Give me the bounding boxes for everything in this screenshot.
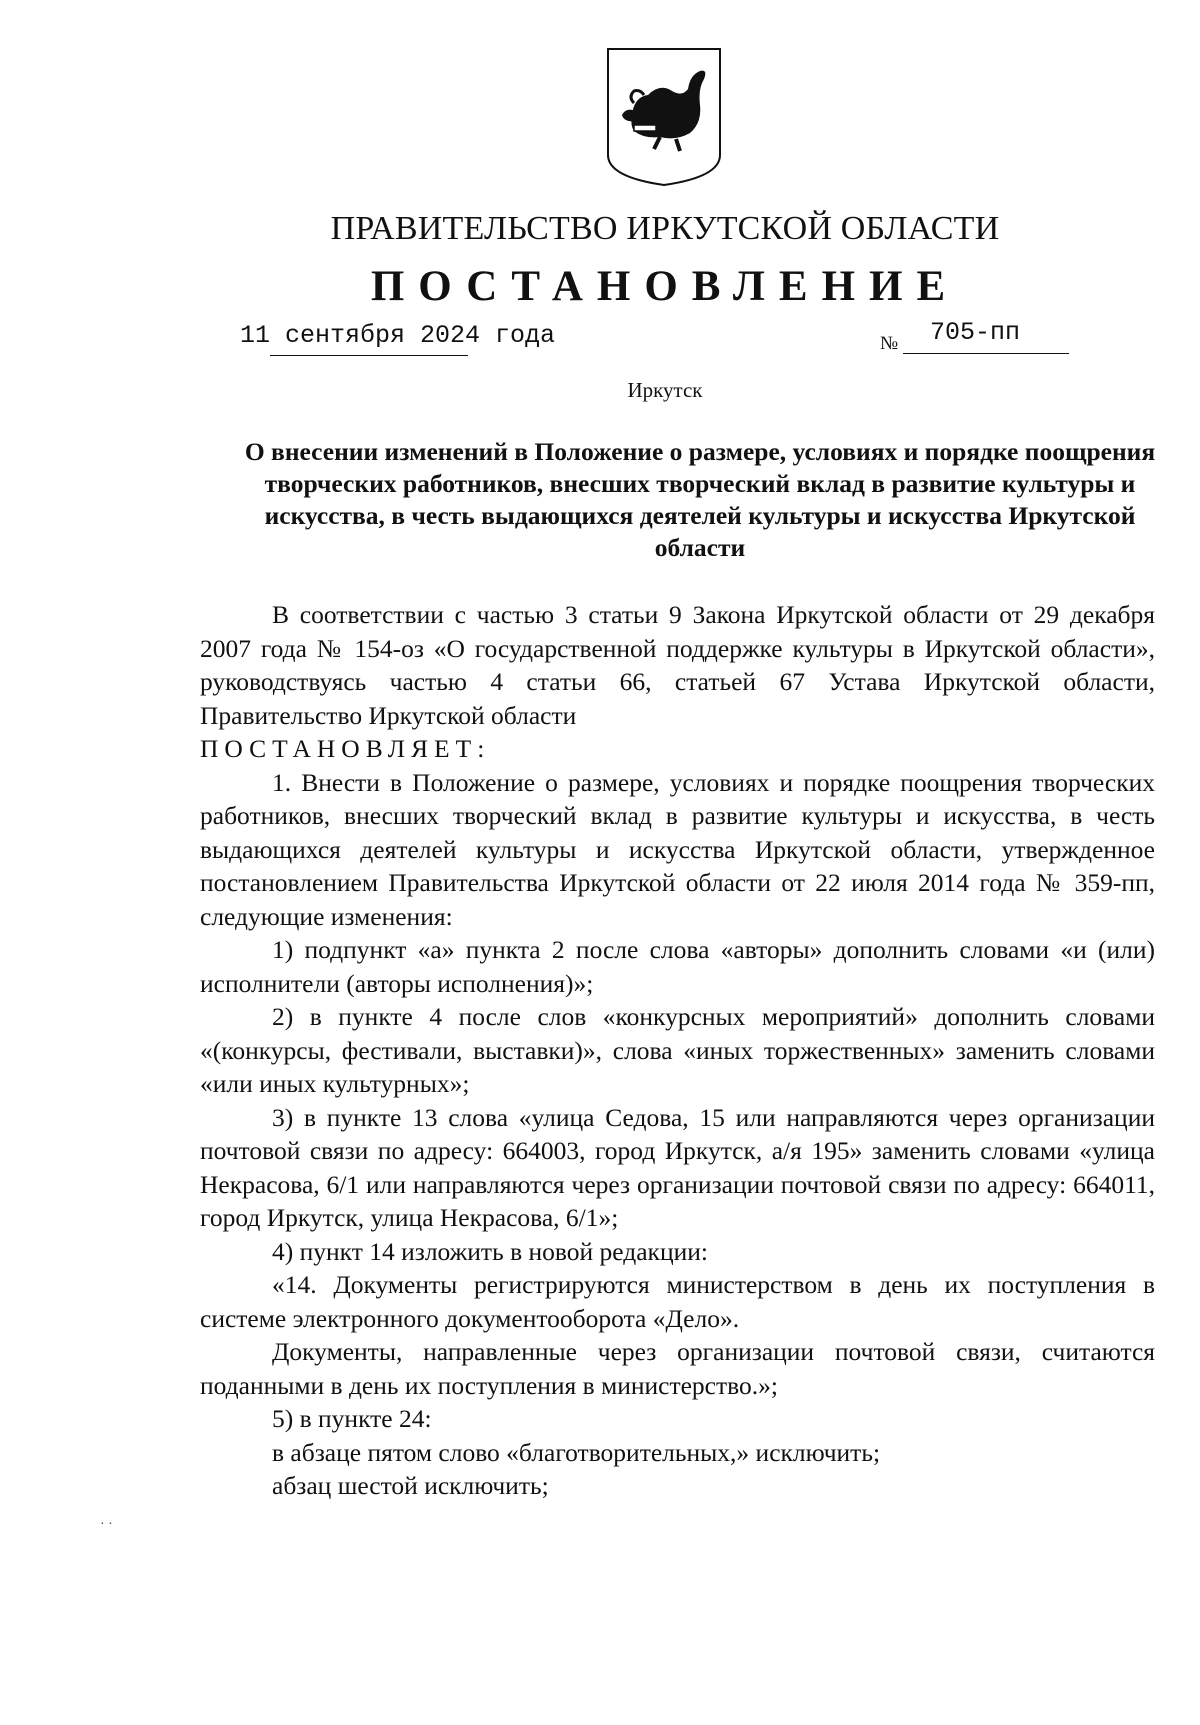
subitem-5b-paragraph: абзац шестой исключить;: [272, 1471, 549, 1500]
quote-paragraph-1: «14. Документы регистрируются министерством в день их поступления в системе электронного документооборота «Дело».: [200, 1270, 1155, 1333]
resolves-word: ПОСТАНОВЛЯЕТ:: [200, 734, 491, 763]
document-type-title: ПОСТАНОВЛЕНИЕ: [370, 263, 960, 310]
city-name: Иркутск: [627, 378, 703, 402]
government-title: ПРАВИТЕЛЬСТВО ИРКУТСКОЙ ОБЛАСТИ: [330, 210, 1000, 247]
subitem-5-paragraph: 5) в пункте 24:: [272, 1404, 432, 1433]
margin-mark: · ·: [100, 1517, 113, 1532]
subitem-3-paragraph: 3) в пункте 13 слова «улица Седова, 15 или направляются через организации почтовой связи по адресу: 664003, город Иркутск, а/я 195» заменить словами «улица Некрасова, 6/1 или направляются через организации почтовой связи по адресу: 664011, город Иркутск, улица Некрасова, 6/1»;: [200, 1102, 1155, 1232]
document-number: 705-пп: [930, 318, 1021, 347]
number-sign: №: [880, 333, 899, 354]
subitem-2-paragraph: 2) в пункте 4 после слов «конкурсных мероприятий» дополнить словами «(конкурсы, фестивали, выставки)», слова «иных торжественных» заменить словами «или иных культурных»;: [200, 1002, 1155, 1098]
quote-paragraph-2: Документы, направленные через организации почтовой связи, считаются поданными в день их поступления в министерство.»;: [200, 1337, 1155, 1400]
document-date: 11 сентября 2024 года: [240, 321, 556, 350]
coat-of-arms-emblem: [604, 45, 724, 187]
item-1-paragraph: 1. Внести в Положение о размере, условиях и порядке поощрения творческих работников, внесших творческий вклад в развитие культуры и искусства, в честь выдающихся деятелей культуры и искусства Иркутской области, утвержденное постановлением Правительства Иркутской области от 22 июля 2014 года № 359-пп, следующие изменения:: [200, 767, 1155, 931]
date-underline: [270, 355, 468, 356]
subitem-5a-paragraph: в абзаце пятом слово «благотворительных,» исключить;: [272, 1437, 881, 1467]
preamble-paragraph: В соответствии с частью 3 статьи 9 Закона Иркутской области от 29 декабря 2007 года № 154-оз «О государственной поддержке культуры в Иркутской области», руководствуясь частью 4 статьи 66, статьей 67 Устава Иркутской области, Правительство Иркутской области: [200, 600, 1155, 730]
subitem-1-paragraph: 1) подпункт «а» пункта 2 после слова «авторы» дополнить словами «и (или) исполнители (авторы исполнения)»;: [200, 935, 1155, 998]
subitem-4-paragraph: 4) пункт 14 изложить в новой редакции:: [272, 1236, 708, 1266]
number-underline: [903, 353, 1069, 354]
document-heading: О внесении изменений в Положение о размере, условиях и порядке поощрения творческих работников, внесших творческий вклад в развитие культуры и искусства, в честь выдающихся деятелей культуры и искусства Иркутской области: [244, 437, 1156, 562]
document-body: [200, 598, 1155, 1503]
